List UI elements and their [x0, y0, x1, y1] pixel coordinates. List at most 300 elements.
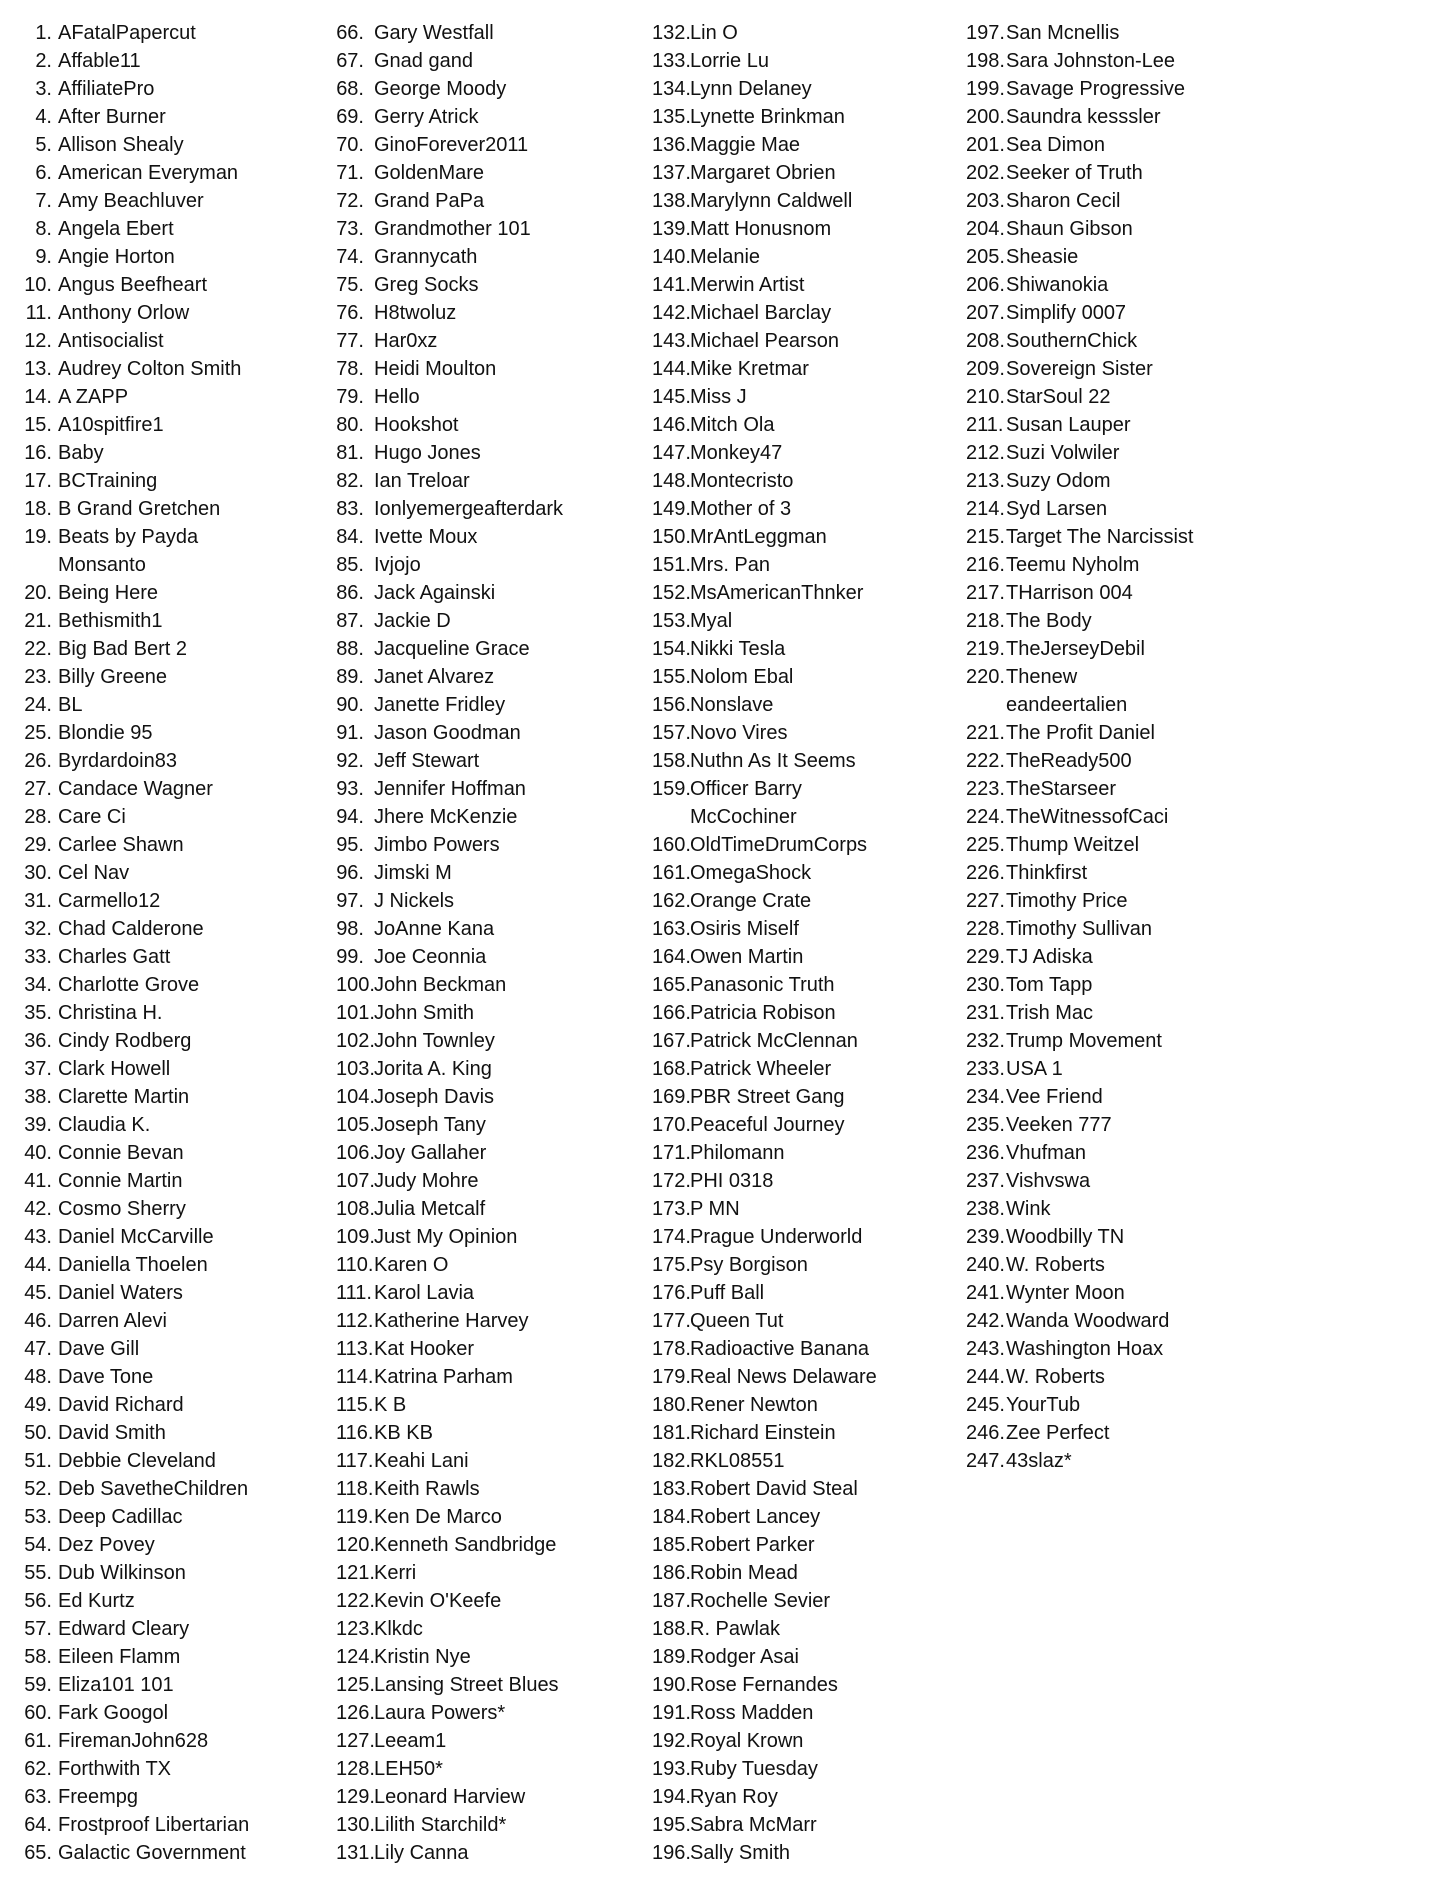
item-name: Teemu Nyholm	[1006, 554, 1140, 576]
item-number: 31.	[24, 890, 52, 912]
item-name: Christina H.	[58, 1002, 163, 1024]
item-name: H8twoluz	[374, 302, 457, 324]
item-name: Chad Calderone	[58, 918, 204, 940]
item-name: Sally Smith	[690, 1842, 791, 1864]
item-number: 232.	[966, 1030, 1005, 1052]
item-name: Daniel McCarville	[58, 1226, 214, 1248]
item-name: Carlee Shawn	[58, 834, 184, 856]
item-name: Beats by Payda Monsanto	[58, 526, 199, 576]
item-number: 168.	[652, 1058, 691, 1080]
item-name: Greg Socks	[374, 274, 479, 296]
item-number: 129.	[336, 1786, 375, 1808]
item-name: TheStarseer	[1006, 778, 1117, 800]
item-name: Timothy Sullivan	[1006, 918, 1152, 940]
item-name: THarrison 004	[1006, 582, 1133, 604]
item-name: Joseph Tany	[374, 1114, 486, 1136]
item-number: 220.	[966, 666, 1005, 688]
item-name: PBR Street Gang	[690, 1086, 845, 1108]
item-number: 38.	[24, 1086, 52, 1108]
item-number: 207.	[966, 302, 1005, 324]
item-name: Novo Vires	[690, 722, 788, 744]
item-number: 218.	[966, 610, 1005, 632]
item-number: 62.	[24, 1758, 52, 1780]
item-name: Sovereign Sister	[1006, 358, 1153, 380]
item-name: B Grand Gretchen	[58, 498, 221, 520]
item-number: 193.	[652, 1758, 691, 1780]
item-number: 33.	[24, 946, 52, 968]
item-number: 205.	[966, 246, 1005, 268]
item-name: Psy Borgison	[690, 1254, 808, 1276]
item-number: 235.	[966, 1114, 1005, 1136]
item-name: Sea Dimon	[1006, 134, 1105, 156]
item-number: 208.	[966, 330, 1005, 352]
item-number: 7.	[35, 190, 52, 212]
item-number: 17.	[24, 470, 52, 492]
item-name: Saundra kesssler	[1006, 106, 1161, 128]
item-number: 141.	[652, 274, 691, 296]
item-number: 227.	[966, 890, 1005, 912]
item-name: Vishvswa	[1006, 1170, 1091, 1192]
item-name: Mitch Ola	[690, 414, 775, 436]
item-number: 58.	[24, 1646, 52, 1668]
item-name: Gerry Atrick	[374, 106, 479, 128]
item-number: 88.	[336, 638, 364, 660]
item-name: Anthony Orlow	[58, 302, 190, 324]
item-name: LEH50*	[374, 1758, 443, 1780]
item-number: 137.	[652, 162, 691, 184]
item-name: Charles Gatt	[58, 946, 171, 968]
item-number: 211.	[966, 414, 1004, 436]
item-number: 237.	[966, 1170, 1005, 1192]
item-number: 41.	[24, 1170, 52, 1192]
item-number: 54.	[24, 1534, 52, 1556]
item-number: 194.	[652, 1786, 691, 1808]
item-number: 101.	[336, 1002, 375, 1024]
item-name: Susan Lauper	[1006, 414, 1131, 436]
item-name: USA 1	[1006, 1058, 1063, 1080]
item-number: 185.	[652, 1534, 691, 1556]
item-name: AFatalPapercut	[58, 22, 196, 44]
item-name: Deb SavetheChildren	[58, 1478, 249, 1500]
item-number: 119.	[336, 1506, 374, 1528]
item-name: Forthwith TX	[58, 1758, 171, 1780]
item-name: Wanda Woodward	[1006, 1310, 1170, 1332]
item-number: 68.	[336, 78, 364, 100]
item-name: Carmello12	[58, 890, 161, 912]
item-name: 43slaz*	[1006, 1450, 1072, 1472]
item-name: K B	[374, 1394, 407, 1416]
item-name: Ruby Tuesday	[690, 1758, 818, 1780]
item-name: Connie Martin	[58, 1170, 183, 1192]
item-name: Cel Nav	[58, 862, 130, 884]
item-number: 245.	[966, 1394, 1005, 1416]
item-name: Angus Beefheart	[58, 274, 207, 296]
item-number: 200.	[966, 106, 1005, 128]
item-name: Bethismith1	[58, 610, 163, 632]
item-number: 244.	[966, 1366, 1005, 1388]
item-number: 222.	[966, 750, 1005, 772]
item-number: 25.	[24, 722, 52, 744]
item-name: Sabra McMarr	[690, 1814, 817, 1836]
item-name: Robert David Steal	[690, 1478, 858, 1500]
item-name: Ken De Marco	[374, 1506, 502, 1528]
item-name: Judy Mohre	[374, 1170, 479, 1192]
item-number: 71.	[336, 162, 364, 184]
item-number: 201.	[966, 134, 1005, 156]
item-name: American Everyman	[58, 162, 239, 184]
item-number: 9.	[35, 246, 52, 268]
item-number: 180.	[652, 1394, 691, 1416]
item-name: Owen Martin	[690, 946, 804, 968]
item-number: 110.	[336, 1254, 374, 1276]
item-number: 154.	[652, 638, 691, 660]
item-name: Nikki Tesla	[690, 638, 786, 660]
item-name: Galactic Government	[58, 1842, 246, 1864]
item-number: 167.	[652, 1030, 691, 1052]
item-number: 98.	[336, 918, 364, 940]
item-number: 152.	[652, 582, 691, 604]
item-name: Byrdardoin83	[58, 750, 177, 772]
item-name: Suzi Volwiler	[1006, 442, 1120, 464]
item-number: 191.	[652, 1702, 691, 1724]
item-number: 142.	[652, 302, 691, 324]
item-number: 241.	[966, 1282, 1005, 1304]
item-name: Montecristo	[690, 470, 794, 492]
item-number: 6.	[35, 162, 52, 184]
item-number: 223.	[966, 778, 1005, 800]
item-number: 70.	[336, 134, 364, 156]
item-name: Timothy Price	[1006, 890, 1128, 912]
item-name: Care Ci	[58, 806, 126, 828]
item-name: Veeken 777	[1006, 1114, 1112, 1136]
item-name: Puff Ball	[690, 1282, 765, 1304]
item-name: Robert Parker	[690, 1534, 815, 1556]
item-number: 165.	[652, 974, 691, 996]
item-name: Klkdc	[374, 1618, 423, 1640]
item-name: A ZAPP	[58, 386, 129, 408]
item-name: Laura Powers*	[374, 1702, 506, 1724]
item-name: Grandmother 101	[374, 218, 531, 240]
item-number: 78.	[336, 358, 364, 380]
item-name: Robin Mead	[690, 1562, 798, 1584]
item-number: 82.	[336, 470, 364, 492]
item-number: 184.	[652, 1506, 691, 1528]
item-number: 28.	[24, 806, 52, 828]
item-number: 22.	[24, 638, 52, 660]
item-name: Lin O	[690, 22, 738, 44]
item-number: 44.	[24, 1254, 52, 1276]
item-number: 43.	[24, 1226, 52, 1248]
item-name: TJ Adiska	[1006, 946, 1093, 968]
item-name: Sheasie	[1006, 246, 1079, 268]
item-number: 15.	[24, 414, 52, 436]
item-number: 26.	[24, 750, 52, 772]
item-name: Fark Googol	[58, 1702, 169, 1724]
item-number: 159.	[652, 778, 691, 800]
item-name: Robert Lancey	[690, 1506, 821, 1528]
item-number: 85.	[336, 554, 364, 576]
item-name: David Richard	[58, 1394, 184, 1416]
item-number: 23.	[24, 666, 52, 688]
item-name: Ross Madden	[690, 1702, 814, 1724]
item-number: 238.	[966, 1198, 1005, 1220]
item-number: 132.	[652, 22, 691, 44]
item-number: 114.	[336, 1366, 374, 1388]
item-number: 27.	[24, 778, 52, 800]
item-number: 177.	[652, 1310, 691, 1332]
item-name: John Townley	[374, 1030, 495, 1052]
item-number: 143.	[652, 330, 691, 352]
item-name: AffiliatePro	[58, 78, 155, 100]
item-number: 131.	[336, 1842, 375, 1864]
item-name: The Body	[1006, 610, 1092, 632]
item-name: Kristin Nye	[374, 1646, 471, 1668]
item-name: Syd Larsen	[1006, 498, 1108, 520]
item-number: 89.	[336, 666, 364, 688]
item-name: Baby	[58, 442, 104, 464]
item-number: 212.	[966, 442, 1005, 464]
item-number: 29.	[24, 834, 52, 856]
item-number: 147.	[652, 442, 691, 464]
item-name: Leonard Harview	[374, 1786, 526, 1808]
item-number: 225.	[966, 834, 1005, 856]
item-name: Candace Wagner	[58, 778, 213, 800]
item-number: 56.	[24, 1590, 52, 1612]
item-name: Just My Opinion	[374, 1226, 518, 1248]
item-name: SouthernChick	[1006, 330, 1138, 352]
item-number: 115.	[336, 1394, 374, 1416]
item-number: 140.	[652, 246, 691, 268]
item-number: 126.	[336, 1702, 375, 1724]
item-name: Rochelle Sevier	[690, 1590, 831, 1612]
item-number: 123.	[336, 1618, 375, 1640]
item-number: 95.	[336, 834, 364, 856]
item-name: Melanie	[690, 246, 761, 268]
item-name: MsAmericanThnker	[690, 582, 864, 604]
item-name: Edward Cleary	[58, 1618, 190, 1640]
item-number: 145.	[652, 386, 691, 408]
item-name: Angie Horton	[58, 246, 175, 268]
item-number: 46.	[24, 1310, 52, 1332]
item-name: Clarette Martin	[58, 1086, 190, 1108]
item-name: Suzy Odom	[1006, 470, 1111, 492]
item-number: 197.	[966, 22, 1005, 44]
item-number: 151.	[652, 554, 691, 576]
item-number: 72.	[336, 190, 364, 212]
item-name: FiremanJohn628	[58, 1730, 209, 1752]
item-number: 243.	[966, 1338, 1005, 1360]
item-name: Allison Shealy	[58, 134, 184, 156]
item-number: 83.	[336, 498, 364, 520]
item-name: Dave Gill	[58, 1338, 140, 1360]
item-name: Monkey47	[690, 442, 783, 464]
item-name: Amy Beachluver	[58, 190, 204, 212]
item-name: Peaceful Journey	[690, 1114, 845, 1136]
item-name: BL	[58, 694, 83, 716]
item-name: Ivette Moux	[374, 526, 478, 548]
item-name: Jacqueline Grace	[374, 638, 530, 660]
item-name: OmegaShock	[690, 862, 812, 884]
item-number: 24.	[24, 694, 52, 716]
item-number: 96.	[336, 862, 364, 884]
item-name: Michael Barclay	[690, 302, 832, 324]
item-name: Vhufman	[1006, 1142, 1087, 1164]
item-number: 182.	[652, 1450, 691, 1472]
item-number: 69.	[336, 106, 364, 128]
item-name: Jhere McKenzie	[374, 806, 518, 828]
item-name: KB KB	[374, 1422, 433, 1444]
item-name: The Profit Daniel	[1006, 722, 1155, 744]
item-name: Janet Alvarez	[374, 666, 495, 688]
item-number: 204.	[966, 218, 1005, 240]
item-name: Jackie D	[374, 610, 451, 632]
item-number: 196.	[652, 1842, 691, 1864]
item-name: Patrick McClennan	[690, 1030, 858, 1052]
item-name: Karen O	[374, 1254, 449, 1276]
item-number: 206.	[966, 274, 1005, 296]
item-name: Connie Bevan	[58, 1142, 184, 1164]
item-number: 195.	[652, 1814, 691, 1836]
item-number: 153.	[652, 610, 691, 632]
item-name: Miss J	[690, 386, 747, 408]
item-name: Shaun Gibson	[1006, 218, 1133, 240]
item-number: 108.	[336, 1198, 375, 1220]
item-name: Target The Narcissist	[1006, 526, 1194, 548]
item-number: 13.	[24, 358, 52, 380]
item-number: 4.	[35, 106, 52, 128]
item-number: 135.	[652, 106, 691, 128]
item-number: 8.	[35, 218, 52, 240]
item-name: Shiwanokia	[1006, 274, 1109, 296]
item-name: Nuthn As It Seems	[690, 750, 856, 772]
item-name: Audrey Colton Smith	[58, 358, 242, 380]
item-number: 217.	[966, 582, 1005, 604]
item-number: 134.	[652, 78, 691, 100]
item-name: Julia Metcalf	[374, 1198, 486, 1220]
item-number: 105.	[336, 1114, 375, 1136]
item-number: 117.	[336, 1450, 374, 1472]
item-name: John Smith	[374, 1002, 475, 1024]
item-name: Daniel Waters	[58, 1282, 183, 1304]
item-number: 99.	[336, 946, 364, 968]
item-name: Dez Povey	[58, 1534, 155, 1556]
item-name: Darren Alevi	[58, 1310, 167, 1332]
item-number: 84.	[336, 526, 364, 548]
item-number: 112.	[336, 1310, 374, 1332]
item-name: Thump Weitzel	[1006, 834, 1140, 856]
item-name: Lilith Starchild*	[374, 1814, 507, 1836]
item-number: 37.	[24, 1058, 52, 1080]
item-number: 59.	[24, 1674, 52, 1696]
item-number: 186.	[652, 1562, 691, 1584]
item-name: Marylynn Caldwell	[690, 190, 853, 212]
item-name: Claudia K.	[58, 1114, 151, 1136]
item-name: GinoForever2011	[374, 134, 529, 156]
item-number: 169.	[652, 1086, 691, 1108]
item-name: Real News Delaware	[690, 1366, 877, 1388]
item-number: 162.	[652, 890, 691, 912]
item-name: Gnad gand	[374, 50, 473, 72]
item-name: Lynette Brinkman	[690, 106, 845, 128]
item-number: 229.	[966, 946, 1005, 968]
item-name: Katherine Harvey	[374, 1310, 529, 1332]
item-name: Prague Underworld	[690, 1226, 863, 1248]
item-name: Washington Hoax	[1006, 1338, 1164, 1360]
item-number: 122.	[336, 1590, 375, 1612]
item-name: PHI 0318	[690, 1170, 774, 1192]
item-name: Lansing Street Blues	[374, 1674, 559, 1696]
item-number: 111.	[336, 1282, 372, 1304]
item-number: 164.	[652, 946, 691, 968]
item-number: 130.	[336, 1814, 375, 1836]
item-number: 55.	[24, 1562, 52, 1584]
item-number: 93.	[336, 778, 364, 800]
item-name: Margaret Obrien	[690, 162, 836, 184]
item-name: Katrina Parham	[374, 1366, 513, 1388]
item-name: Rose Fernandes	[690, 1674, 838, 1696]
item-name: Simplify 0007	[1006, 302, 1127, 324]
item-number: 64.	[24, 1814, 52, 1836]
item-number: 109.	[336, 1226, 375, 1248]
item-number: 176.	[652, 1282, 691, 1304]
item-name: Karol Lavia	[374, 1282, 475, 1304]
item-number: 224.	[966, 806, 1005, 828]
item-name: Gary Westfall	[374, 22, 494, 44]
item-name: Joy Gallaher	[374, 1142, 487, 1164]
item-name: Being Here	[58, 582, 159, 604]
item-number: 19.	[24, 526, 52, 548]
item-number: 30.	[24, 862, 52, 884]
item-name: Philomann	[690, 1142, 785, 1164]
item-name: Hookshot	[374, 414, 459, 436]
item-name: Freempg	[58, 1786, 139, 1808]
item-number: 242.	[966, 1310, 1005, 1332]
item-name: W. Roberts	[1006, 1254, 1105, 1276]
item-number: 67.	[336, 50, 364, 72]
item-name: Hugo Jones	[374, 442, 481, 464]
item-name: Janette Fridley	[374, 694, 506, 716]
item-name: Angela Ebert	[58, 218, 174, 240]
item-name: StarSoul 22	[1006, 386, 1111, 408]
item-number: 190.	[652, 1674, 691, 1696]
item-number: 157.	[652, 722, 691, 744]
item-name: Daniella Thoelen	[58, 1254, 208, 1276]
item-name: Maggie Mae	[690, 134, 801, 156]
item-number: 202.	[966, 162, 1005, 184]
item-number: 113.	[336, 1338, 374, 1360]
item-number: 124.	[336, 1646, 375, 1668]
item-number: 34.	[24, 974, 52, 996]
item-name: Clark Howell	[58, 1058, 171, 1080]
item-number: 181.	[652, 1422, 691, 1444]
item-number: 52.	[24, 1478, 52, 1500]
item-name: Michael Pearson	[690, 330, 839, 352]
item-number: 247.	[966, 1450, 1005, 1472]
item-number: 158.	[652, 750, 691, 772]
item-name: Nolom Ebal	[690, 666, 794, 688]
item-name: Merwin Artist	[690, 274, 805, 296]
item-name: BCTraining	[58, 470, 158, 492]
item-number: 40.	[24, 1142, 52, 1164]
item-number: 187.	[652, 1590, 691, 1612]
item-number: 189.	[652, 1646, 691, 1668]
item-name: A10spitfire1	[58, 414, 164, 436]
item-name: Keahi Lani	[374, 1450, 469, 1472]
item-name: John Beckman	[374, 974, 507, 996]
item-number: 1.	[35, 22, 52, 44]
item-name: Trish Mac	[1006, 1002, 1094, 1024]
item-number: 226.	[966, 862, 1005, 884]
